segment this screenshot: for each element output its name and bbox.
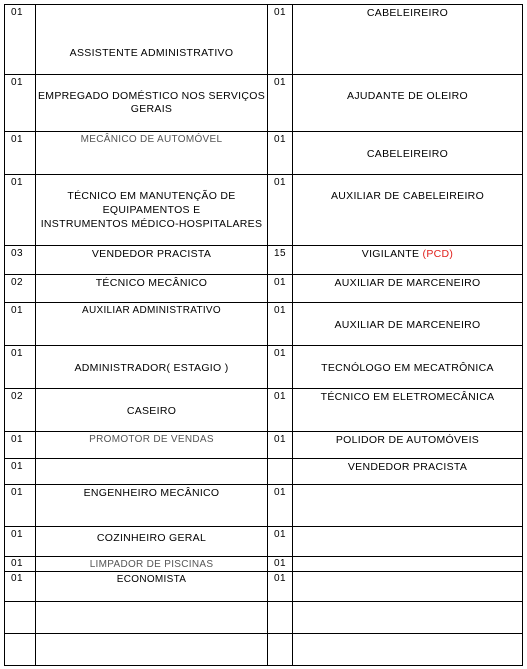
job-title: GERAIS — [130, 103, 173, 115]
table-row — [4, 388, 523, 431]
quantity-cell — [267, 388, 292, 431]
job-title-cell — [35, 174, 267, 245]
job-title: VIGILANTE — [361, 248, 420, 260]
job-title-cell — [292, 556, 523, 571]
quantity-cell — [4, 4, 35, 74]
job-title-cell — [35, 601, 267, 633]
job-title: ASSISTENTE ADMINISTRATIVO — [69, 47, 234, 59]
quantity-cell — [4, 431, 35, 458]
quantity-value: 01 — [274, 305, 287, 316]
table-row — [4, 74, 523, 131]
job-vacancies-table — [4, 4, 523, 666]
quantity-value: 01 — [274, 177, 287, 188]
table-row — [4, 556, 523, 571]
quantity-value — [268, 602, 292, 604]
quantity-value: 01 — [11, 461, 24, 472]
table-bottom-border — [4, 665, 523, 666]
quantity-cell — [4, 131, 35, 174]
job-title-cell — [35, 131, 267, 174]
job-title-cell — [35, 345, 267, 388]
quantity-cell — [4, 571, 35, 601]
table-row — [4, 633, 523, 665]
quantity-cell — [267, 601, 292, 633]
quantity-value: 15 — [274, 248, 287, 259]
quantity-value: 01 — [11, 558, 24, 569]
job-title-cell — [292, 131, 523, 174]
job-title: INSTRUMENTOS MÉDICO-HOSPITALARES — [40, 218, 263, 230]
quantity-cell — [4, 274, 35, 302]
quantity-cell — [267, 556, 292, 571]
job-title: TÉCNICO EM MANUTENÇÃO DE — [67, 190, 236, 202]
job-title-with-note — [293, 248, 522, 261]
table-row — [4, 484, 523, 526]
job-title-cell — [35, 556, 267, 571]
job-title-cell — [35, 633, 267, 665]
quantity-value: 01 — [11, 348, 24, 359]
quantity-cell — [267, 458, 292, 484]
job-title: TECNÓLOGO EM MECATRÔNICA — [321, 362, 494, 374]
quantity-value: 01 — [274, 573, 287, 584]
table-row — [4, 245, 523, 274]
table-row — [4, 302, 523, 345]
job-title: VENDEDOR PRACISTA — [347, 461, 468, 473]
quantity-value: 01 — [11, 177, 24, 188]
quantity-cell — [267, 245, 292, 274]
quantity-value: 01 — [274, 558, 287, 569]
job-title: CABELEIREIRO — [366, 7, 449, 19]
quantity-cell — [267, 174, 292, 245]
quantity-value: 01 — [274, 434, 287, 445]
quantity-cell — [4, 526, 35, 556]
quantity-cell — [4, 302, 35, 345]
job-title: VENDEDOR PRACISTA — [91, 248, 212, 260]
quantity-value — [268, 459, 292, 461]
job-title: POLIDOR DE AUTOMÓVEIS — [335, 434, 480, 446]
job-title-cell — [35, 388, 267, 431]
table-row — [4, 601, 523, 633]
quantity-value — [268, 634, 292, 636]
quantity-value: 01 — [274, 277, 287, 288]
table-row — [4, 274, 523, 302]
table-row — [4, 458, 523, 484]
job-title: LIMPADOR DE PISCINAS — [89, 559, 214, 570]
quantity-cell — [4, 458, 35, 484]
table-row — [4, 174, 523, 245]
job-title-cell — [35, 431, 267, 458]
pcd-note: (PCD) — [422, 248, 454, 260]
quantity-value: 01 — [274, 134, 287, 145]
job-title: AUXILIAR DE CABELEIREIRO — [330, 190, 485, 202]
job-title-cell — [292, 458, 523, 484]
quantity-value: 01 — [274, 487, 287, 498]
job-title-cell — [292, 174, 523, 245]
job-title: EQUIPAMENTOS E — [102, 204, 201, 216]
job-title: PROMOTOR DE VENDAS — [89, 434, 214, 445]
table-row — [4, 571, 523, 601]
quantity-cell — [4, 633, 35, 665]
quantity-value: 01 — [11, 573, 24, 584]
job-title-cell — [292, 431, 523, 458]
quantity-value — [5, 634, 35, 636]
job-title-cell — [292, 345, 523, 388]
job-title: AUXILIAR ADMINISTRATIVO — [82, 305, 221, 316]
job-title: AUXILIAR DE MARCENEIRO — [334, 319, 481, 331]
job-title-cell — [35, 458, 267, 484]
table-row — [4, 526, 523, 556]
quantity-value: 01 — [11, 434, 24, 445]
job-title: AJUDANTE DE OLEIRO — [347, 90, 468, 102]
table-row — [4, 345, 523, 388]
quantity-cell — [267, 302, 292, 345]
job-title: ECONOMISTA — [116, 574, 187, 585]
quantity-cell — [267, 345, 292, 388]
quantity-cell — [267, 274, 292, 302]
job-title-cell — [35, 245, 267, 274]
job-title: CABELEIREIRO — [366, 148, 449, 160]
job-title: TÉCNICO EM ELETROMECÂNICA — [320, 391, 495, 403]
job-title: AUXILIAR DE MARCENEIRO — [334, 277, 481, 289]
job-title-cell — [292, 526, 523, 556]
quantity-cell — [4, 245, 35, 274]
job-title-cell — [292, 274, 523, 302]
quantity-cell — [4, 601, 35, 633]
job-title-cell — [35, 484, 267, 526]
table-row — [4, 4, 523, 74]
quantity-value: 01 — [274, 529, 287, 540]
quantity-value: 01 — [274, 77, 287, 88]
quantity-cell — [4, 174, 35, 245]
job-title: TÉCNICO MECÂNICO — [95, 277, 208, 289]
quantity-cell — [267, 431, 292, 458]
job-title: MECÂNICO DE AUTOMÓVEL — [80, 134, 223, 145]
job-title-cell — [292, 4, 523, 74]
quantity-cell — [267, 4, 292, 74]
job-title: EMPREGADO DOMÉSTICO NOS SERVIÇOS — [37, 90, 266, 102]
job-title: COZINHEIRO GERAL — [96, 532, 207, 544]
job-title-cell — [35, 526, 267, 556]
job-title-cell — [292, 601, 523, 633]
table-row — [4, 431, 523, 458]
job-title-cell — [292, 633, 523, 665]
quantity-value: 01 — [11, 134, 24, 145]
quantity-cell — [267, 571, 292, 601]
quantity-value — [5, 602, 35, 604]
quantity-value: 02 — [11, 277, 24, 288]
job-title-cell — [292, 245, 523, 274]
quantity-cell — [4, 484, 35, 526]
quantity-cell — [4, 388, 35, 431]
quantity-cell — [4, 345, 35, 388]
job-title-cell — [35, 4, 267, 74]
table-row — [4, 131, 523, 174]
quantity-value: 02 — [11, 391, 24, 402]
quantity-cell — [267, 131, 292, 174]
job-title: ENGENHEIRO MECÂNICO — [83, 487, 220, 499]
quantity-cell — [267, 633, 292, 665]
job-title-cell — [35, 74, 267, 131]
quantity-value: 01 — [11, 305, 24, 316]
quantity-value: 01 — [274, 391, 287, 402]
job-title: ADMINISTRADOR( ESTAGIO ) — [74, 362, 229, 374]
quantity-cell — [267, 74, 292, 131]
quantity-cell — [4, 74, 35, 131]
quantity-cell — [4, 556, 35, 571]
quantity-value: 01 — [274, 348, 287, 359]
job-title-cell — [35, 571, 267, 601]
job-title: CASEIRO — [126, 405, 177, 417]
quantity-value: 01 — [11, 77, 24, 88]
job-title-cell — [292, 388, 523, 431]
job-title-cell — [292, 74, 523, 131]
job-title-cell — [35, 274, 267, 302]
quantity-value: 01 — [11, 529, 24, 540]
quantity-value: 01 — [11, 487, 24, 498]
job-title-cell — [292, 302, 523, 345]
job-title-cell — [292, 484, 523, 526]
quantity-cell — [267, 484, 292, 526]
job-title-cell — [292, 571, 523, 601]
quantity-value: 03 — [11, 248, 24, 259]
job-title-cell — [35, 302, 267, 345]
quantity-value: 01 — [11, 7, 24, 18]
quantity-cell — [267, 526, 292, 556]
quantity-value: 01 — [274, 7, 287, 18]
